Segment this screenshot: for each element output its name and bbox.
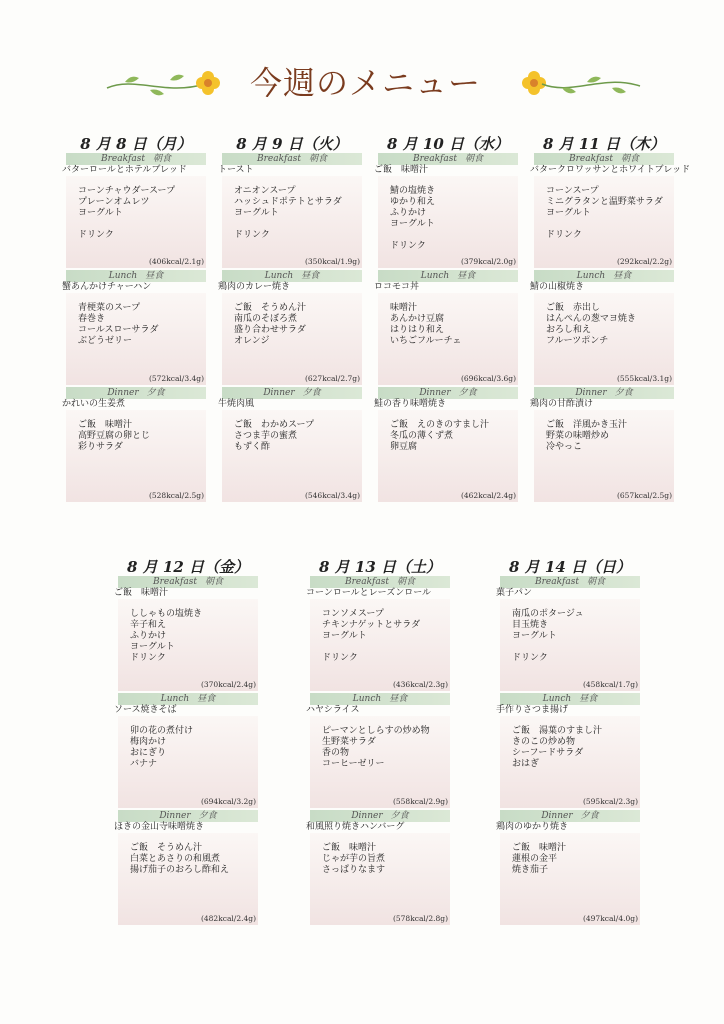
breakfast-menu-box: [66, 176, 206, 268]
menu-item: [390, 230, 518, 241]
breakfast-main-dish: コーンロールとレーズンロール: [306, 588, 432, 598]
dinner-main-dish: 牛焼肉風: [218, 399, 255, 409]
day-column: [218, 133, 362, 500]
lunch-menu-box: [378, 293, 518, 385]
menu-item: 春巻き: [78, 314, 106, 324]
menu-item: ししゃもの塩焼き: [130, 609, 203, 619]
day-date: 8 月 11 日（木）: [543, 135, 665, 153]
menu-item: ドリンク: [512, 653, 548, 663]
menu-item: コールスローサラダ: [78, 325, 159, 335]
menu-item: 卯の花の煮付け: [130, 726, 194, 736]
dinner-section: [218, 387, 362, 502]
calorie-salt-info: (370kcal/2.4g): [200, 680, 256, 689]
day-date: 8 月 14 日（日）: [509, 558, 631, 576]
breakfast-main-dish: トースト: [218, 165, 254, 175]
lunch-label-en: Lunch: [160, 694, 190, 704]
day-date: 8 月 9 日（火）: [236, 135, 348, 153]
menu-item: ドリンク: [546, 230, 582, 240]
lunch-main-dish: 鶏肉のカレー焼き: [218, 282, 291, 292]
menu-item: フルーツポンチ: [546, 336, 609, 346]
dinner-main-dish: 鶏肉の甘酢漬け: [530, 399, 594, 409]
breakfast-section: [530, 153, 691, 268]
lunch-label-en: Lunch: [352, 694, 382, 704]
menu-item: ご飯 赤出し: [546, 303, 601, 313]
menu-item: 冬瓜の薄くず煮: [390, 431, 454, 441]
dinner-main-dish: 鮭の香り味噌焼き: [374, 399, 447, 409]
menu-item-list: [310, 599, 450, 664]
header: [0, 58, 724, 108]
menu-item-list: [534, 293, 674, 347]
dinner-menu-box: [534, 410, 674, 502]
dinner-section: [306, 810, 450, 925]
dinner-section: [374, 387, 518, 502]
menu-item: ヨーグルト: [546, 208, 591, 218]
menu-item: ハッシュドポテトとサラダ: [234, 197, 342, 207]
menu-item: ヨーグルト: [130, 642, 175, 652]
menu-item-list: [500, 716, 640, 770]
menu-item: じゃが芋の旨煮: [322, 854, 386, 864]
breakfast-label-jp: 朝食: [464, 154, 483, 164]
menu-item-list: [378, 410, 518, 453]
breakfast-main-dish: ご飯 味噌汁: [374, 165, 429, 175]
menu-item: [546, 219, 674, 230]
menu-item: [78, 219, 206, 230]
menu-item-list: [118, 599, 258, 664]
breakfast-label-jp: 朝食: [586, 577, 605, 587]
menu-item-list: [500, 833, 640, 876]
menu-item: ふりかけ: [130, 631, 167, 641]
menu-item: さっぱりなます: [322, 865, 386, 875]
breakfast-menu-box: [378, 176, 518, 268]
calorie-salt-info: (406kcal/2.1g): [148, 257, 204, 266]
menu-item: ぶどうゼリー: [78, 336, 133, 346]
breakfast-label-en: Breakfast: [412, 154, 457, 164]
calorie-salt-info: (379kcal/2.0g): [460, 257, 516, 266]
day-column: [114, 556, 258, 923]
calorie-salt-info: (627kcal/2.7g): [304, 374, 360, 383]
breakfast-label-band: [500, 576, 640, 588]
lunch-main-dish: ロコモコ丼: [374, 282, 420, 292]
menu-item: はりはり和え: [390, 325, 445, 335]
menu-item: さつま芋の蜜煮: [234, 431, 298, 441]
lunch-label-jp: 昼食: [389, 694, 408, 704]
dinner-label-en: Dinner: [541, 811, 573, 821]
menu-item: ヨーグルト: [234, 208, 279, 218]
dinner-menu-box: [118, 833, 258, 925]
menu-item: はんぺんの葱マヨ焼き: [546, 314, 636, 324]
dinner-label-band: [378, 387, 518, 399]
calorie-salt-info: (350kcal/1.9g): [304, 257, 360, 266]
breakfast-menu-box: [500, 599, 640, 691]
menu-item: コンソメスープ: [322, 609, 384, 619]
dinner-main-dish: ほきの金山寺味噌焼き: [114, 822, 205, 832]
lunch-label-en: Lunch: [108, 271, 138, 281]
dinner-section: [114, 810, 258, 925]
calorie-salt-info: (482kcal/2.4g): [200, 914, 256, 923]
menu-item: ご飯 味噌汁: [512, 843, 567, 853]
menu-item: ピーマンとしらすの炒め物: [322, 726, 430, 736]
calorie-salt-info: (572kcal/3.4g): [148, 374, 204, 383]
dinner-menu-box: [310, 833, 450, 925]
menu-item: [234, 219, 362, 230]
menu-item: チキンナゲットとサラダ: [322, 620, 421, 630]
menu-item: ご飯 洋風かき玉汁: [546, 420, 628, 430]
menu-item: 青梗菜のスープ: [78, 303, 141, 313]
dinner-label-band: [534, 387, 674, 399]
menu-item: ヨーグルト: [390, 219, 435, 229]
lunch-label-band: [222, 270, 362, 282]
menu-item: おにぎり: [130, 748, 167, 758]
calorie-salt-info: (555kcal/3.1g): [616, 374, 672, 383]
day-column: [496, 556, 640, 923]
lunch-label-band: [500, 693, 640, 705]
menu-item-list: [118, 833, 258, 876]
menu-item: ご飯 味噌汁: [78, 420, 133, 430]
breakfast-label-band: [222, 153, 362, 165]
day-date: 8 月 8 日（月）: [80, 135, 192, 153]
menu-item: ヨーグルト: [512, 631, 557, 641]
lunch-label-band: [118, 693, 258, 705]
lunch-label-jp: 昼食: [613, 271, 632, 281]
lunch-label-band: [66, 270, 206, 282]
dinner-label-band: [118, 810, 258, 822]
menu-item: おはぎ: [512, 759, 540, 769]
menu-item: 蓮根の金平: [512, 854, 558, 864]
breakfast-label-jp: 朝食: [204, 577, 223, 587]
calorie-salt-info: (436kcal/2.3g): [392, 680, 448, 689]
menu-item: ご飯 わかめスープ: [234, 420, 315, 430]
calorie-salt-info: (558kcal/2.9g): [392, 797, 448, 806]
menu-item: ヨーグルト: [322, 631, 367, 641]
dinner-label-en: Dinner: [351, 811, 383, 821]
menu-item: ご飯 そうめん汁: [130, 843, 203, 853]
lunch-menu-box: [222, 293, 362, 385]
dinner-menu-box: [500, 833, 640, 925]
lunch-label-jp: 昼食: [457, 271, 476, 281]
menu-item: ドリンク: [130, 653, 166, 663]
dinner-label-jp: 夕食: [580, 811, 599, 821]
dinner-section: [530, 387, 674, 502]
lunch-main-dish: ハヤシライス: [306, 705, 360, 715]
menu-item: ふりかけ: [390, 208, 427, 218]
menu-item: 冷やっこ: [546, 442, 583, 452]
day-date: 8 月 12 日（金）: [127, 558, 249, 576]
lunch-menu-box: [118, 716, 258, 808]
page-title: 今週のメニュー: [250, 64, 482, 102]
menu-item-list: [378, 293, 518, 347]
lunch-main-dish: 手作りさつま揚げ: [496, 705, 569, 715]
dinner-label-jp: 夕食: [146, 388, 165, 398]
dinner-section: [496, 810, 640, 925]
dinner-label-en: Dinner: [107, 388, 139, 398]
calorie-salt-info: (696kcal/3.6g): [460, 374, 516, 383]
menu-item: 生野菜サラダ: [322, 737, 376, 747]
breakfast-menu-box: [118, 599, 258, 691]
dinner-label-jp: 夕食: [458, 388, 477, 398]
menu-item: コーンスープ: [546, 186, 599, 196]
menu-item: ご飯 そうめん汁: [234, 303, 307, 313]
flower-vine-ornament-left: [105, 66, 235, 100]
breakfast-section: [496, 576, 640, 691]
menu-item: ドリンク: [390, 241, 426, 251]
lunch-section: [374, 270, 518, 385]
dinner-label-en: Dinner: [263, 388, 295, 398]
menu-item: 辛子和え: [130, 620, 167, 630]
menu-item: 南瓜のポタージュ: [512, 609, 584, 619]
menu-item: 梅肉かけ: [130, 737, 167, 747]
flower-vine-ornament-right: [512, 66, 642, 100]
menu-item: ドリンク: [234, 230, 270, 240]
menu-item-list: [222, 176, 362, 241]
lunch-menu-box: [310, 716, 450, 808]
lunch-menu-box: [66, 293, 206, 385]
menu-item: ご飯 味噌汁: [322, 843, 377, 853]
menu-item-list: [534, 176, 674, 241]
menu-item: 香の物: [322, 748, 350, 758]
breakfast-main-dish: 菓子パン: [496, 588, 533, 598]
breakfast-label-band: [310, 576, 450, 588]
menu-item: ヨーグルト: [78, 208, 123, 218]
day-date: 8 月 10 日（水）: [387, 135, 509, 153]
breakfast-main-dish: バタークロワッサンとホワイトブレッド: [530, 165, 691, 175]
dinner-menu-box: [66, 410, 206, 502]
dinner-label-en: Dinner: [159, 811, 191, 821]
breakfast-label-band: [534, 153, 674, 165]
menu-item: コーンチャウダースープ: [78, 186, 176, 196]
dinner-label-jp: 夕食: [302, 388, 321, 398]
lunch-menu-box: [500, 716, 640, 808]
lunch-label-jp: 昼食: [197, 694, 216, 704]
dinner-section: [62, 387, 206, 502]
menu-item: 南瓜のそぼろ煮: [234, 314, 298, 324]
menu-item-list: [500, 599, 640, 664]
breakfast-label-jp: 朝食: [396, 577, 415, 587]
menu-item: オニオンスープ: [234, 186, 296, 196]
menu-item-list: [118, 716, 258, 770]
breakfast-menu-box: [222, 176, 362, 268]
breakfast-label-en: Breakfast: [534, 577, 579, 587]
calorie-salt-info: (578kcal/2.8g): [392, 914, 448, 923]
menu-item: ドリンク: [322, 653, 358, 663]
lunch-section: [62, 270, 206, 385]
breakfast-label-en: Breakfast: [568, 154, 613, 164]
menu-item: ドリンク: [78, 230, 114, 240]
dinner-main-dish: 和風照り焼きハンバーグ: [306, 822, 405, 832]
dinner-label-band: [66, 387, 206, 399]
menu-item-list: [310, 833, 450, 876]
breakfast-label-band: [378, 153, 518, 165]
menu-item-list: [222, 293, 362, 347]
menu-item: きのこの炒め物: [512, 737, 576, 747]
calorie-salt-info: (528kcal/2.5g): [148, 491, 204, 500]
menu-item: 鯖の塩焼き: [390, 186, 436, 196]
menu-item: 彩りサラダ: [78, 442, 123, 452]
menu-item: 白菜とあさりの和風煮: [130, 854, 221, 864]
menu-item: 揚げ茄子のおろし酢和え: [130, 865, 230, 875]
lunch-section: [114, 693, 258, 808]
lunch-label-band: [534, 270, 674, 282]
menu-item-list: [66, 293, 206, 347]
calorie-salt-info: (595kcal/2.3g): [582, 797, 638, 806]
menu-item: ミニグラタンと温野菜サラダ: [546, 197, 663, 207]
breakfast-menu-box: [310, 599, 450, 691]
lunch-label-en: Lunch: [542, 694, 572, 704]
calorie-salt-info: (292kcal/2.2g): [616, 257, 672, 266]
dinner-label-en: Dinner: [419, 388, 451, 398]
day-column: [374, 133, 518, 500]
lunch-section: [530, 270, 674, 385]
lunch-label-en: Lunch: [576, 271, 606, 281]
day-column: [62, 133, 206, 500]
menu-item: [322, 642, 450, 653]
day-date: 8 月 13 日（土）: [319, 558, 441, 576]
menu-item: バナナ: [130, 759, 158, 769]
menu-item-list: [378, 176, 518, 252]
breakfast-section: [374, 153, 518, 268]
menu-item: 卵豆腐: [390, 442, 418, 452]
day-column: [306, 556, 450, 923]
lunch-label-en: Lunch: [264, 271, 294, 281]
lunch-label-en: Lunch: [420, 271, 450, 281]
menu-item: ご飯 えのきのすまし汁: [390, 420, 490, 430]
lunch-label-band: [310, 693, 450, 705]
lunch-main-dish: 鯖の山椒焼き: [530, 282, 585, 292]
dinner-label-jp: 夕食: [198, 811, 217, 821]
menu-item: 目玉焼き: [512, 620, 549, 630]
breakfast-label-band: [118, 576, 258, 588]
breakfast-label-jp: 朝食: [620, 154, 639, 164]
lunch-main-dish: ソース焼きそば: [114, 705, 177, 715]
menu-item: 盛り合わせサラダ: [234, 325, 306, 335]
dinner-menu-box: [222, 410, 362, 502]
breakfast-section: [62, 153, 206, 268]
breakfast-label-en: Breakfast: [256, 154, 301, 164]
calorie-salt-info: (462kcal/2.4g): [460, 491, 516, 500]
menu-item: 高野豆腐の卵とじ: [78, 431, 151, 441]
lunch-section: [218, 270, 362, 385]
breakfast-label-jp: 朝食: [308, 154, 327, 164]
breakfast-section: [114, 576, 258, 691]
dinner-main-dish: 鶏肉のゆかり焼き: [496, 822, 569, 832]
calorie-salt-info: (458kcal/1.7g): [582, 680, 638, 689]
breakfast-main-dish: ご飯 味噌汁: [114, 588, 169, 598]
dinner-label-jp: 夕食: [614, 388, 633, 398]
calorie-salt-info: (497kcal/4.0g): [582, 914, 638, 923]
menu-item: プレーンオムレツ: [78, 197, 150, 207]
menu-item: 焼き茄子: [512, 865, 549, 875]
menu-item: あんかけ豆腐: [390, 314, 445, 324]
menu-item: シーフードサラダ: [512, 748, 584, 758]
menu-item-list: [310, 716, 450, 770]
breakfast-label-en: Breakfast: [100, 154, 145, 164]
lunch-main-dish: 蟹あんかけチャーハン: [62, 282, 152, 292]
menu-item-list: [534, 410, 674, 453]
dinner-main-dish: かれいの生姜煮: [62, 399, 126, 409]
lunch-label-jp: 昼食: [579, 694, 598, 704]
menu-item: コーヒーゼリー: [322, 759, 385, 769]
day-column: [530, 133, 691, 500]
breakfast-label-en: Breakfast: [152, 577, 197, 587]
lunch-label-jp: 昼食: [145, 271, 164, 281]
dinner-label-band: [500, 810, 640, 822]
calorie-salt-info: (546kcal/3.4g): [304, 491, 360, 500]
breakfast-section: [306, 576, 450, 691]
breakfast-label-en: Breakfast: [344, 577, 389, 587]
menu-item: 味噌汁: [390, 303, 418, 313]
menu-item: [512, 642, 640, 653]
calorie-salt-info: (694kcal/3.2g): [200, 797, 256, 806]
breakfast-label-band: [66, 153, 206, 165]
menu-item-list: [222, 410, 362, 453]
breakfast-menu-box: [534, 176, 674, 268]
breakfast-section: [218, 153, 362, 268]
menu-item: いちごフルーチェ: [390, 336, 462, 346]
dinner-label-band: [222, 387, 362, 399]
breakfast-main-dish: バターロールとホテルブレッド: [62, 165, 187, 175]
lunch-section: [306, 693, 450, 808]
breakfast-label-jp: 朝食: [152, 154, 171, 164]
menu-item: もずく酢: [234, 442, 271, 452]
lunch-label-jp: 昼食: [301, 271, 320, 281]
dinner-label-jp: 夕食: [390, 811, 409, 821]
lunch-section: [496, 693, 640, 808]
lunch-menu-box: [534, 293, 674, 385]
dinner-label-band: [310, 810, 450, 822]
dinner-label-en: Dinner: [575, 388, 607, 398]
menu-item: ゆかり和え: [390, 197, 436, 207]
calorie-salt-info: (657kcal/2.5g): [616, 491, 672, 500]
dinner-menu-box: [378, 410, 518, 502]
menu-item: 野菜の味噌炒め: [546, 431, 610, 441]
menu-item: ご飯 湯葉のすまし汁: [512, 726, 603, 736]
menu-item-list: [66, 176, 206, 241]
menu-item: オレンジ: [234, 336, 270, 346]
menu-item: おろし和え: [546, 325, 592, 335]
menu-item-list: [66, 410, 206, 453]
lunch-label-band: [378, 270, 518, 282]
